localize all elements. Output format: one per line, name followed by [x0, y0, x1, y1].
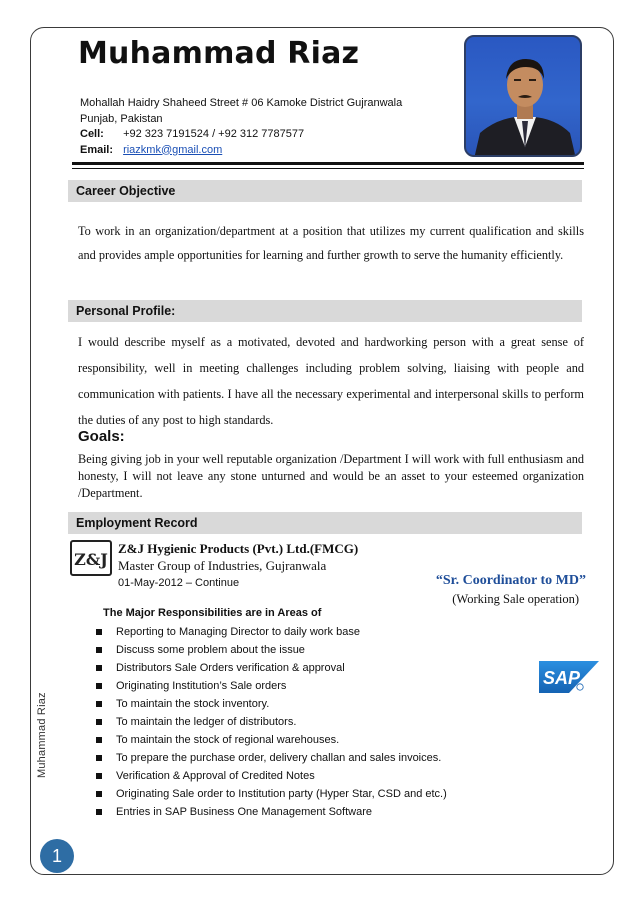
job-title: “Sr. Coordinator to MD” — [435, 573, 586, 588]
bullet-icon — [96, 665, 102, 671]
career-objective-text: To work in an organization/department at a position that utilizes my current qualification and skills and provides ample opportunities for learning and further growth to serve the humanity efficiently. — [78, 224, 584, 262]
bullet-icon — [96, 683, 102, 689]
header-rule-thick — [72, 162, 584, 165]
career-objective-heading: Career Objective — [68, 180, 582, 202]
list-item: To maintain the stock of regional warehouses. — [96, 731, 447, 749]
sap-logo — [539, 661, 599, 693]
address-line-2: Punjab, Pakistan — [80, 112, 163, 125]
bullet-icon — [96, 809, 102, 815]
list-item: To maintain the ledger of distributors. — [96, 713, 447, 731]
bullet-icon — [96, 629, 102, 635]
profile-photo-illustration — [466, 37, 582, 157]
bullet-icon — [96, 755, 102, 761]
bullet-icon — [96, 719, 102, 725]
responsibilities-list — [96, 623, 447, 821]
cell-label: Cell: — [80, 128, 104, 140]
goals-heading: Goals: — [78, 428, 125, 445]
header-rule-thin — [72, 168, 584, 169]
company-logo — [70, 540, 112, 576]
profile-photo — [464, 35, 582, 157]
bullet-icon — [96, 791, 102, 797]
responsibilities-heading: The Major Responsibilities are in Areas of — [103, 607, 322, 619]
company-group: Master Group of Industries, Gujranwala — [118, 558, 327, 573]
job-note: (Working Sale operation) — [452, 592, 579, 606]
list-item: Entries in SAP Business One Management Software — [96, 803, 447, 821]
sap-logo-mark — [539, 661, 599, 693]
list-item: Distributors Sale Orders verification & approval — [96, 659, 447, 677]
sap-logo-text: SAP — [543, 668, 581, 688]
employment-record-heading: Employment Record — [68, 512, 582, 534]
contact-block — [80, 96, 402, 158]
candidate-name: Muhammad Riaz — [78, 36, 360, 71]
list-item: Originating Institution’s Sale orders — [96, 677, 447, 695]
company-logo-text: Z&J — [74, 550, 108, 569]
email-label: Email: — [80, 143, 114, 156]
list-item: Discuss some problem about the issue — [96, 641, 447, 659]
list-item: Reporting to Managing Director to daily work base — [96, 623, 447, 641]
cell-row — [80, 127, 402, 143]
personal-profile-text: I would describe myself as a motivated, devoted and hardworking person with a great sense of responsibility, well in meeting challenges including problem solving, liaising with people and communication with patients. I have all the necessary experimental and interpersonal skills to perform the duties of any post to high standards. — [78, 335, 584, 427]
email-row — [80, 143, 402, 159]
list-item: Originating Sale order to Institution party (Hyper Star, CSD and etc.) — [96, 785, 447, 803]
company-name: Z&J Hygienic Products (Pvt.) Ltd.(FMCG) — [118, 541, 359, 556]
address-line-1: Mohallah Haidry Shaheed Street # 06 Kamoke District Gujranwala — [80, 97, 403, 109]
company-logo-mark — [72, 542, 110, 574]
list-item: To maintain the stock inventory. — [96, 695, 447, 713]
bullet-icon — [96, 647, 102, 653]
bullet-icon — [96, 737, 102, 743]
employment-dates: 01-May-2012 – Continue — [118, 577, 240, 589]
list-item: To prepare the purchase order, delivery challan and sales invoices. — [96, 749, 447, 767]
bullet-icon — [96, 773, 102, 779]
goals-text: Being giving job in your well reputable organization /Department I will work with full enthusiasm and honesty, I will not leave any stone unturned and would be an asset to your esteemed organization /Department. — [78, 452, 584, 500]
email-link[interactable]: riazkmk@gmail.com — [123, 143, 223, 156]
bullet-icon — [96, 701, 102, 707]
personal-profile-heading: Personal Profile: — [68, 300, 582, 322]
list-item: Verification & Approval of Credited Notes — [96, 767, 447, 785]
side-name-label: Muhammad Riaz — [36, 692, 48, 778]
page-number-badge: 1 — [40, 839, 74, 873]
cell-value: +92 323 7191524 / +92 312 7787577 — [123, 128, 305, 140]
